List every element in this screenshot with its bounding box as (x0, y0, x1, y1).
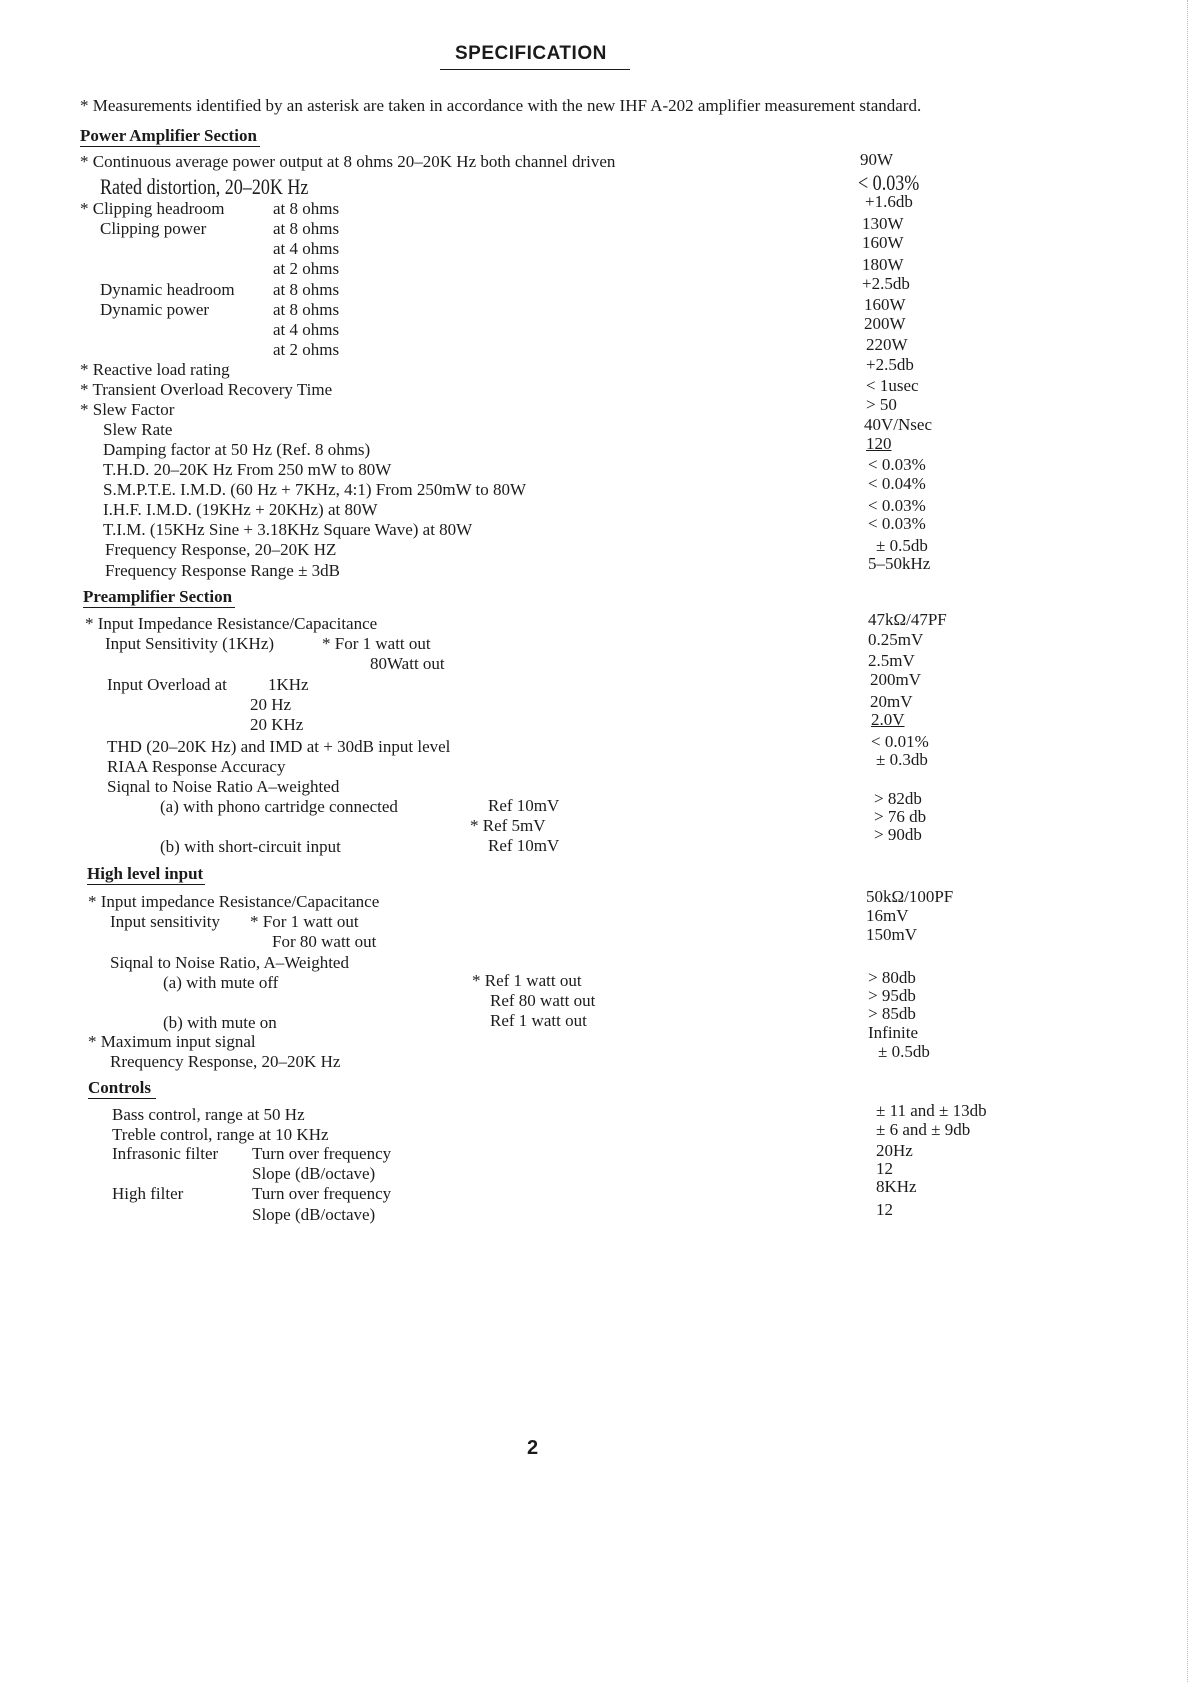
spec-label: * Input Impedance Resistance/Capacitance (85, 614, 378, 633)
spec-label: High filter (112, 1184, 184, 1203)
spec-value: +2.5db (862, 274, 910, 293)
spec-condition: 20 Hz (250, 695, 292, 714)
section-heading-power: Power Amplifier Section (80, 126, 257, 145)
title-underline (440, 69, 630, 70)
spec-value: 12 (876, 1200, 893, 1219)
spec-label: Siqnal to Noise Ratio A–weighted (107, 777, 340, 796)
section-underline (88, 1098, 156, 1099)
spec-value: ± 0.3db (876, 750, 928, 769)
spec-condition: Slope (dB/octave) (252, 1205, 376, 1224)
spec-value: > 80db (868, 968, 916, 987)
spec-reference: Ref 80 watt out (490, 991, 596, 1010)
spec-condition: Turn over frequency (252, 1184, 392, 1203)
spec-label: * Maximum input signal (88, 1032, 256, 1051)
spec-value: > 95db (868, 986, 916, 1005)
spec-label: * Input impedance Resistance/Capacitance (88, 892, 380, 911)
spec-value: < 0.01% (871, 732, 929, 751)
section-heading-highlevel: High level input (87, 864, 204, 883)
spec-reference: Ref 10mV (488, 836, 560, 855)
section-underline (87, 884, 205, 885)
spec-label: S.M.P.T.E. I.M.D. (60 Hz + 7KHz, 4:1) From 250mW to 80W (103, 480, 527, 499)
spec-label: Input sensitivity (110, 912, 221, 931)
spec-condition: at 4 ohms (273, 320, 340, 339)
spec-value: 90W (860, 150, 894, 169)
spec-value: 130W (862, 214, 904, 233)
spec-value: 200mV (870, 670, 921, 689)
spec-value: 40V/Nsec (864, 415, 932, 434)
spec-label: Rrequency Response, 20–20K Hz (110, 1052, 341, 1071)
spec-condition: 80Watt out (370, 654, 445, 673)
spec-value: ± 6 and ± 9db (876, 1120, 971, 1139)
spec-reference: Ref 1 watt out (490, 1011, 587, 1030)
spec-label: Treble control, range at 10 KHz (112, 1125, 329, 1144)
page-title: SPECIFICATION (455, 43, 607, 64)
spec-value: 2.5mV (868, 651, 915, 670)
spec-label: * Reactive load rating (80, 360, 230, 379)
spec-condition: 20 KHz (250, 715, 304, 734)
spec-value: 20mV (870, 692, 913, 711)
spec-label: Siqnal to Noise Ratio, A–Weighted (110, 953, 349, 972)
spec-label: (a) with phono cartridge connected (160, 797, 398, 816)
spec-value: 16mV (866, 906, 909, 925)
spec-value: 20Hz (876, 1141, 913, 1160)
spec-condition: 1KHz (268, 675, 309, 694)
spec-label: (a) with mute off (163, 973, 279, 992)
spec-label: T.H.D. 20–20K Hz From 250 mW to 80W (103, 460, 392, 479)
spec-reference: * Ref 5mV (470, 816, 546, 835)
spec-label: Rated distortion, 20–20K Hz (100, 174, 309, 199)
spec-value: < 0.03% (858, 170, 920, 195)
spec-label: Dynamic headroom (100, 280, 235, 299)
spec-value: < 0.03% (868, 514, 926, 533)
spec-condition: at 8 ohms (273, 300, 340, 319)
spec-condition: at 8 ohms (273, 219, 340, 238)
spec-label: Bass control, range at 50 Hz (112, 1105, 305, 1124)
spec-value: 150mV (866, 925, 917, 944)
spec-label: * Slew Factor (80, 400, 175, 419)
spec-label: I.H.F. I.M.D. (19KHz + 20KHz) at 80W (103, 500, 378, 519)
spec-label: Infrasonic filter (112, 1144, 219, 1163)
spec-value: 120 (866, 434, 892, 453)
spec-value: 8KHz (876, 1177, 917, 1196)
page-edge (1187, 0, 1188, 1682)
spec-value: < 0.03% (868, 455, 926, 474)
spec-condition: * For 1 watt out (322, 634, 431, 653)
spec-value: > 50 (866, 395, 897, 414)
spec-value: ± 0.5db (878, 1042, 930, 1061)
spec-value: < 0.04% (868, 474, 926, 493)
spec-value: 5–50kHz (868, 554, 931, 573)
spec-label: RIAA Response Accuracy (107, 757, 286, 776)
spec-label: Clipping power (100, 219, 207, 238)
spec-value: < 1usec (866, 376, 919, 395)
spec-condition: at 2 ohms (273, 259, 340, 278)
spec-value: +1.6db (865, 192, 913, 211)
spec-value: > 82db (874, 789, 922, 808)
spec-value: 47kΩ/47PF (868, 610, 947, 629)
spec-label: THD (20–20K Hz) and IMD at + 30dB input level (107, 737, 451, 756)
spec-value: > 85db (868, 1004, 916, 1023)
spec-label: Slew Rate (103, 420, 173, 439)
spec-value: < 0.03% (868, 496, 926, 515)
section-underline (83, 607, 235, 608)
spec-condition: at 8 ohms (273, 280, 340, 299)
spec-value: 0.25mV (868, 630, 924, 649)
spec-label: (b) with short-circuit input (160, 837, 341, 856)
spec-value: > 76 db (874, 807, 927, 826)
spec-value: +2.5db (866, 355, 914, 374)
spec-condition: at 8 ohms (273, 199, 340, 218)
spec-condition: at 4 ohms (273, 239, 340, 258)
spec-value: 180W (862, 255, 904, 274)
spec-label: Frequency Response, 20–20K HZ (105, 540, 337, 559)
spec-label: (b) with mute on (163, 1013, 277, 1032)
section-underline (80, 146, 260, 147)
spec-condition: Slope (dB/octave) (252, 1164, 376, 1183)
spec-value: ± 11 and ± 13db (876, 1101, 987, 1120)
spec-label: Input Sensitivity (1KHz) (105, 634, 275, 653)
section-heading-controls: Controls (88, 1078, 151, 1097)
spec-value: > 90db (874, 825, 922, 844)
section-heading-preamp: Preamplifier Section (83, 587, 233, 606)
spec-label: Frequency Response Range ± 3dB (105, 561, 341, 580)
spec-condition: at 2 ohms (273, 340, 340, 359)
spec-label: T.I.M. (15KHz Sine + 3.18KHz Square Wave) at 80W (103, 520, 473, 539)
spec-label: Dynamic power (100, 300, 210, 319)
spec-label: * Clipping headroom (80, 199, 225, 218)
spec-label: * Transient Overload Recovery Time (80, 380, 333, 399)
spec-label: Input Overload at (107, 675, 227, 694)
spec-reference: Ref 10mV (488, 796, 560, 815)
spec-value: 50kΩ/100PF (866, 887, 954, 906)
spec-value: 160W (862, 233, 904, 252)
spec-value: ± 0.5db (876, 536, 928, 555)
spec-value: Infinite (868, 1023, 919, 1042)
spec-label: * Continuous average power output at 8 ohms 20–20K Hz both channel driven (80, 152, 616, 171)
spec-label: Damping factor at 50 Hz (Ref. 8 ohms) (103, 440, 371, 459)
spec-reference: * Ref 1 watt out (472, 971, 582, 990)
spec-value: 220W (866, 335, 908, 354)
spec-value: 12 (876, 1159, 893, 1178)
standard-note: * Measurements identified by an asterisk are taken in accordance with the new IHF A-202 amplifier measurement standard. (80, 96, 922, 115)
page-number: 2 (527, 1437, 539, 1459)
spec-value: 2.0V (871, 710, 905, 729)
spec-value: 200W (864, 314, 906, 333)
spec-condition: Turn over frequency (252, 1144, 392, 1163)
spec-value: 160W (864, 295, 906, 314)
spec-condition: For 80 watt out (272, 932, 377, 951)
spec-condition: * For 1 watt out (250, 912, 359, 931)
